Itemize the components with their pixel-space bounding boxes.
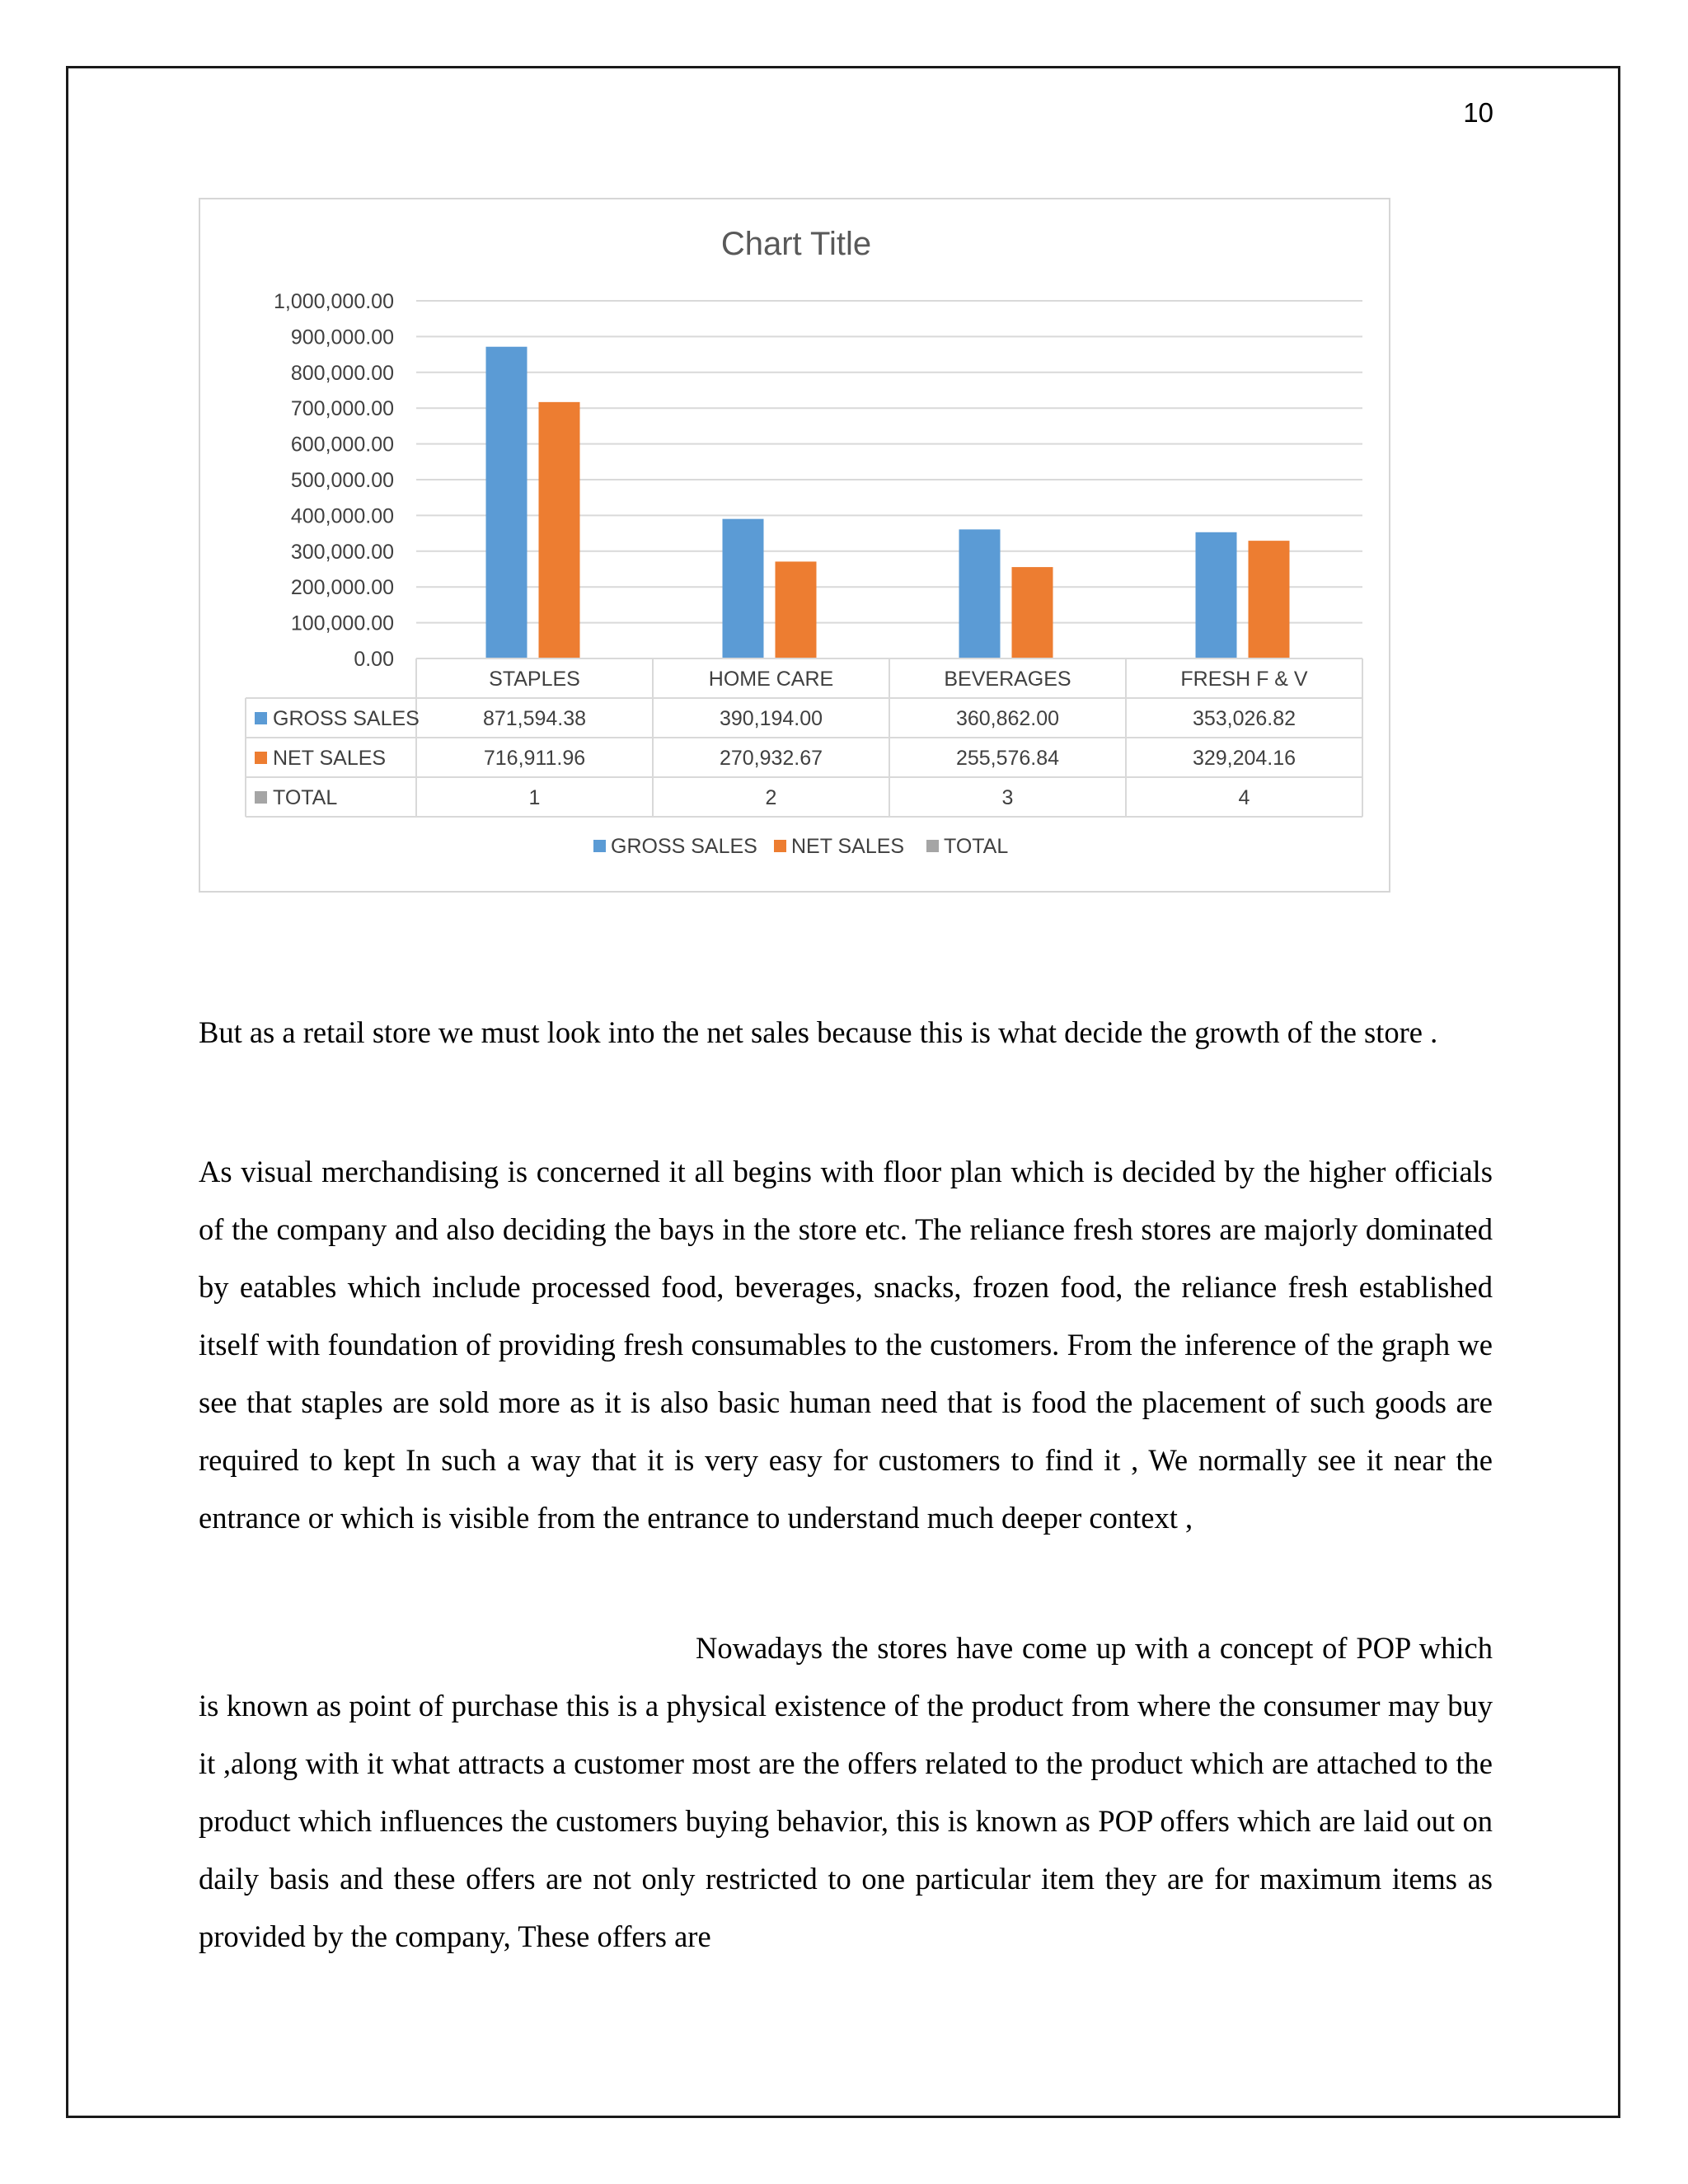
- category-label: STAPLES: [489, 668, 580, 691]
- paragraph-visual-merchandising: As visual merchandising is concerned it all begins with floor plan which is decided by the higher officials of the company and also deciding the bays in the store etc. The reliance fresh stores are majorly dominated by eatables which include processed food, beverages, snacks, frozen food, the reliance fresh established itself with foundation of providing fresh consumables to the customers. From the inference of the graph we see that staples are sold more as it is also basic human need that is food the placement of such goods are required to kept In such a way that it is very easy for customers to find it , We normally see it near the entrance or which is visible from the entrance to understand much deeper context ,: [199, 1155, 1493, 1535]
- data-label: 329,204.16: [1192, 747, 1296, 770]
- legend-swatch: [593, 840, 606, 852]
- y-tick-label: 0.00: [354, 648, 394, 671]
- chart-title: Chart Title: [720, 226, 872, 262]
- bar-gross-sales: [959, 529, 1001, 658]
- y-tick-label: 400,000.00: [290, 504, 394, 528]
- y-tick-label: 200,000.00: [290, 576, 394, 600]
- bar-gross-sales: [723, 519, 764, 658]
- y-tick-label: 600,000.00: [290, 433, 394, 457]
- legend-label: TOTAL: [944, 835, 1009, 858]
- data-label: 1: [528, 786, 541, 809]
- bar-net-sales: [539, 402, 580, 658]
- series-swatch: [255, 752, 267, 764]
- data-label: 3: [1001, 786, 1014, 809]
- paragraph-net-sales: But as a retail store we must look into the net sales because this is what decide the growth of the store .: [199, 1015, 1438, 1049]
- category-label: HOME CARE: [708, 668, 834, 691]
- bar-gross-sales: [1196, 532, 1237, 658]
- bar-gross-sales: [486, 347, 528, 658]
- y-tick-label: 800,000.00: [290, 361, 394, 385]
- data-label: 353,026.82: [1192, 707, 1296, 730]
- bar-net-sales: [1249, 541, 1290, 658]
- legend-swatch: [774, 840, 786, 852]
- data-label: 390,194.00: [719, 707, 823, 730]
- legend-label: NET SALES: [791, 835, 905, 858]
- series-swatch: [255, 791, 267, 804]
- category-label: BEVERAGES: [944, 668, 1071, 691]
- y-tick-label: 100,000.00: [290, 612, 394, 635]
- y-tick-label: 1,000,000.00: [274, 290, 394, 313]
- y-tick-label: 300,000.00: [290, 540, 394, 564]
- category-label: FRESH F & V: [1180, 668, 1308, 691]
- data-label: 871,594.38: [482, 707, 587, 730]
- y-tick-label: 900,000.00: [290, 326, 394, 349]
- legend-swatch: [926, 840, 939, 852]
- data-label: 716,911.96: [483, 747, 586, 770]
- bar-net-sales: [1012, 567, 1053, 658]
- data-label: 270,932.67: [719, 747, 823, 770]
- series-name: GROSS SALES: [273, 707, 420, 730]
- data-label: 2: [765, 786, 777, 809]
- series-swatch: [255, 712, 267, 724]
- bar-net-sales: [776, 561, 817, 658]
- y-tick-label: 500,000.00: [290, 469, 394, 492]
- legend-label: GROSS SALES: [611, 835, 757, 858]
- data-label: 360,862.00: [955, 707, 1060, 730]
- series-name: NET SALES: [273, 747, 387, 770]
- paragraph-pop: Nowadays the stores have come up with a concept of POP which is known as point of purchase this is a physical existence of the product from where the consumer may buy it ,along with it what attracts a customer most are the offers related to the product which are attached to the product which influences the customers buying behavior, this is known as POP offers which are laid out on daily basis and these offers are not only restricted to one particular item they are for maximum items as provided by the company, These offers are: [199, 1631, 1493, 1953]
- series-name: TOTAL: [273, 786, 338, 809]
- bar-chart: [199, 198, 1390, 893]
- chart-canvas: [200, 199, 1392, 894]
- data-label: 255,576.84: [955, 747, 1060, 770]
- data-label: 4: [1238, 786, 1250, 809]
- page-number: 10: [1463, 97, 1493, 128]
- y-tick-label: 700,000.00: [290, 397, 394, 421]
